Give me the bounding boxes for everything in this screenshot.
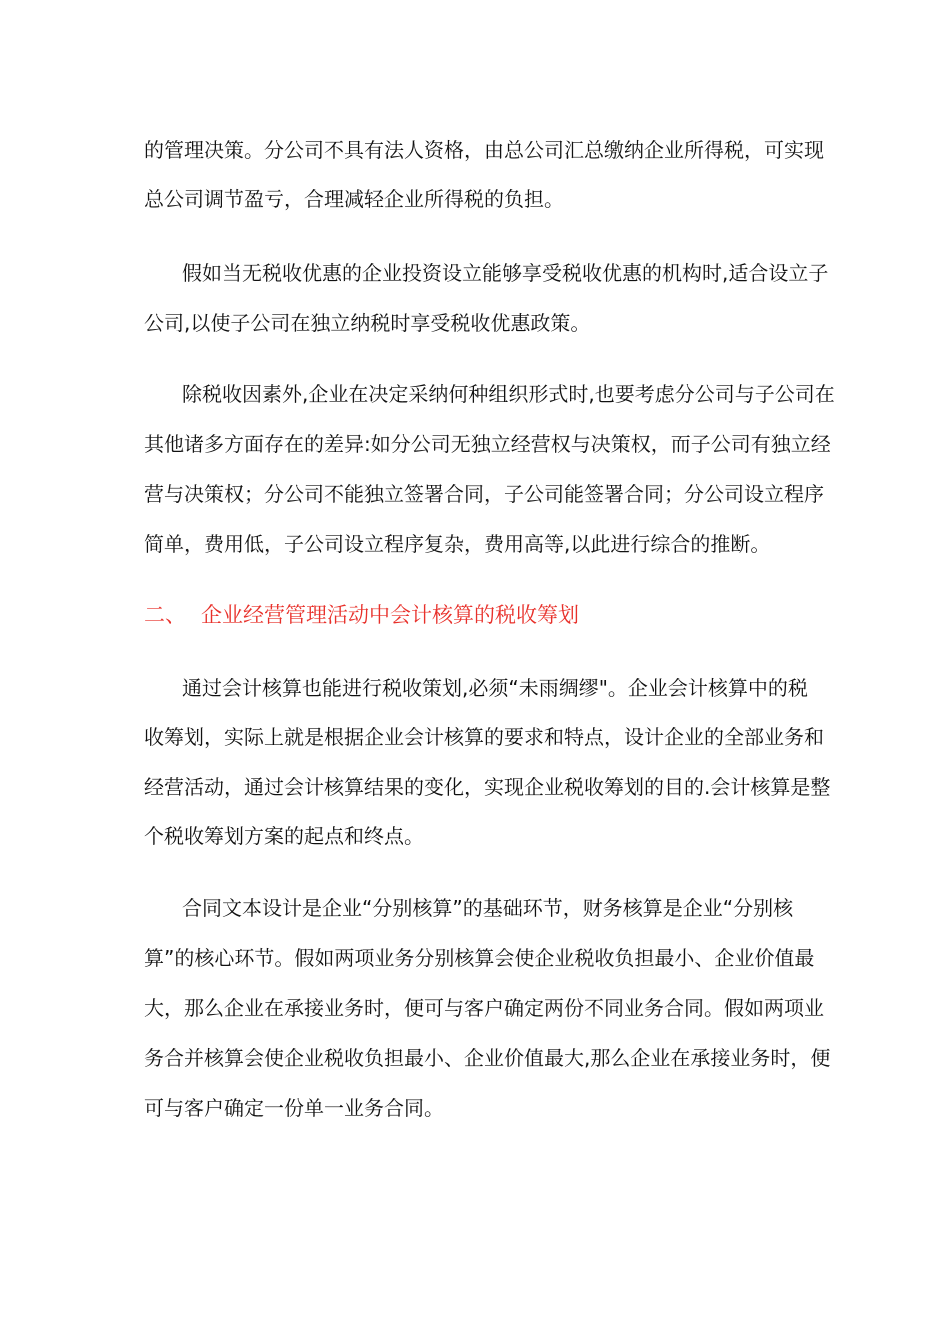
paragraph-4-line-3: 经营活动，通过会计核算结果的变化，实现企业税收筹划的目的.会计核算是整 [144, 775, 831, 799]
paragraph-4-line-1: 通过会计核算也能进行税收策划,必须“未雨绸缪"。企业会计核算中的税 [182, 676, 808, 700]
paragraph-3-line-3: 营与决策权；分公司不能独立签署合同，子公司能签署合同；分公司设立程序 [144, 482, 824, 506]
section-number: 二、 [144, 603, 186, 627]
paragraph-1-line-2: 总公司调节盈亏，合理减轻企业所得税的负担。 [144, 187, 564, 211]
section-heading [144, 600, 579, 630]
paragraph-3-line-2: 其他诸多方面存在的差异:如分公司无独立经营权与决策权，而子公司有独立经 [144, 432, 831, 456]
paragraph-5-line-1: 合同文本设计是企业“分别核算”的基础环节，财务核算是企业“分别核 [182, 896, 794, 920]
paragraph-2-line-1: 假如当无税收优惠的企业投资设立能够享受税收优惠的机构时,适合设立子 [182, 261, 829, 285]
paragraph-5-line-2: 算”的核心环节。假如两项业务分别核算会使企业税收负担最小、企业价值最 [144, 946, 815, 970]
paragraph-1-line-1: 的管理决策。分公司不具有法人资格，由总公司汇总缴纳企业所得税，可实现 [144, 138, 824, 162]
paragraph-3-line-1: 除税收因素外,企业在决定采纳何种组织形式时,也要考虑分公司与子公司在 [182, 382, 835, 406]
paragraph-5-line-3: 大，那么企业在承接业务时，便可与客户确定两份不同业务合同。假如两项业 [144, 996, 824, 1020]
paragraph-4-line-2: 收筹划，实际上就是根据企业会计核算的要求和特点，设计企业的全部业务和 [144, 725, 824, 749]
section-title: 企业经营管理活动中会计核算的税收筹划 [201, 603, 579, 627]
paragraph-3-line-4: 简单，费用低，子公司设立程序复杂，费用高等,以此进行综合的推断。 [144, 532, 771, 556]
paragraph-2-line-2: 公司,以使子公司在独立纳税时享受税收优惠政策。 [144, 311, 591, 335]
paragraph-5-line-5: 可与客户确定一份单一业务合同。 [144, 1096, 444, 1120]
paragraph-4-line-4: 个税收筹划方案的起点和终点。 [144, 824, 424, 848]
paragraph-5-line-4: 务合并核算会使企业税收负担最小、企业价值最大,那么企业在承接业务时，便 [144, 1046, 831, 1070]
